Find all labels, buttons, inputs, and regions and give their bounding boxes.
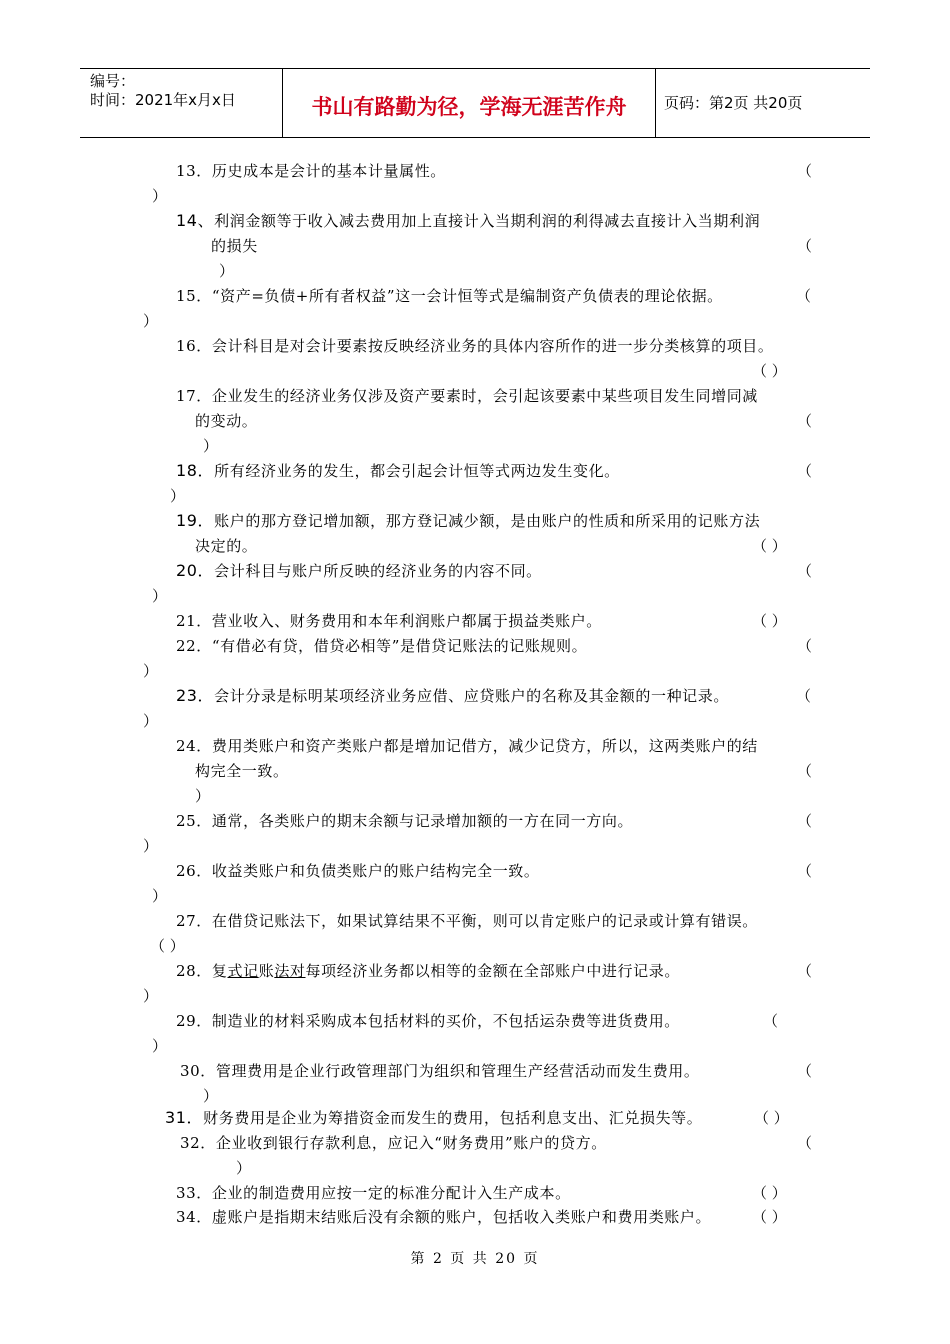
question-text: 账	[258, 962, 275, 980]
question-number: 23．	[176, 686, 215, 705]
question-29	[176, 1011, 680, 1031]
question-number: 15．	[176, 287, 212, 305]
question-19	[176, 511, 760, 531]
question-text: 营业收入、财务费用和本年利润账户都属于损益类账户。	[211, 612, 602, 630]
answer-open-paren: （	[797, 812, 813, 830]
answer-open-paren: （	[796, 287, 812, 305]
answer-close-paren: ）	[143, 987, 159, 1005]
question-number: 31．	[165, 1108, 204, 1127]
question-text: 制造业的材料采购成本包括材料的买价，不包括运杂费等进货费用。	[211, 1012, 680, 1030]
question-24	[176, 736, 758, 756]
question-number: 24．	[176, 737, 212, 755]
question-number: 13．	[176, 162, 212, 180]
answer-close-paren: ）	[143, 662, 159, 680]
page-footer: 第 2 页 共 20 页	[410, 1251, 540, 1267]
question-text: 每项经济业务都以相等的金额在全部账户中进行记录。	[305, 962, 680, 980]
question-text: “有借必有贷，借贷必相等”是借贷记账法的记账规则。	[211, 637, 588, 655]
question-number: 28．	[176, 962, 212, 980]
question-22	[176, 636, 587, 656]
question-34	[176, 1207, 711, 1227]
answer-close-paren: ）	[143, 837, 159, 855]
header-table	[80, 68, 870, 138]
question-number: 30．	[180, 1062, 216, 1080]
question-number: 29．	[176, 1012, 212, 1030]
answer-open-paren: （	[797, 1062, 813, 1080]
answer-close-paren: ）	[219, 262, 235, 280]
question-14-cont	[211, 236, 258, 256]
question-text: 财务费用是企业为筹措资金而发生的费用，包括利息支出、汇兑损失等。	[203, 1109, 703, 1127]
question-number: 25．	[176, 812, 212, 830]
answer-open-paren: （	[796, 687, 812, 705]
question-21	[176, 611, 602, 631]
question-text: 企业发生的经济业务仅涉及资产要素时，会引起该要素中某些项目发生同增同减	[211, 387, 758, 405]
question-13	[176, 161, 446, 181]
underlined-text: 式记	[227, 962, 259, 980]
answer-paren-pair: （ ）	[752, 1208, 787, 1226]
question-text: 的变动。	[195, 412, 258, 430]
question-number: 21．	[176, 612, 212, 630]
question-text: 虚账户是指期末结账后没有余额的账户，包括收入类账户和费用类账户。	[211, 1208, 712, 1226]
code-label: 编号：	[90, 72, 136, 90]
question-number: 19．	[176, 511, 215, 530]
answer-close-paren: ）	[203, 437, 219, 455]
question-text: 通常，各类账户的期末余额与记录增加额的一方在同一方向。	[211, 812, 634, 830]
question-text: 会计科目与账户所反映的经济业务的内容不同。	[214, 562, 542, 580]
answer-open-paren: （	[797, 962, 813, 980]
question-text: 的损失	[211, 237, 258, 255]
question-17-cont	[195, 411, 257, 431]
answer-close-paren: ）	[170, 487, 186, 505]
question-text: 收益类账户和负债类账户的账户结构完全一致。	[211, 862, 540, 880]
answer-open-paren: （	[797, 562, 813, 580]
answer-paren-pair: （ ）	[754, 1109, 789, 1127]
answer-open-paren: （	[797, 1134, 813, 1152]
question-15	[176, 286, 723, 306]
answer-close-paren: ）	[143, 312, 159, 330]
answer-close-paren: ）	[236, 1159, 252, 1177]
question-text: 企业的制造费用应按一定的标准分配计入生产成本。	[211, 1184, 571, 1202]
question-text: “资产=负债+所有者权益”这一会计恒等式是编制资产负债表的理论依据。	[211, 287, 723, 305]
answer-close-paren: ）	[203, 1087, 219, 1105]
question-number: 20．	[176, 561, 215, 580]
question-27	[176, 911, 758, 931]
answer-open-paren: （	[797, 237, 813, 255]
question-number: 14、	[176, 211, 215, 230]
time-label: 时间：2021年x月x日	[90, 91, 236, 109]
answer-close-paren: ）	[152, 887, 168, 905]
answer-open-paren: （	[763, 1012, 779, 1030]
question-30	[180, 1061, 700, 1081]
question-text: 决定的。	[195, 537, 258, 555]
question-text: 所有经济业务的发生，都会引起会计恒等式两边发生变化。	[214, 462, 620, 480]
answer-open-paren: （	[797, 862, 813, 880]
question-number: 26．	[176, 862, 212, 880]
question-text: 构完全一致。	[195, 762, 289, 780]
question-text: 企业收到银行存款利息，应记入“财务费用”账户的贷方。	[215, 1134, 607, 1152]
question-33	[176, 1183, 571, 1203]
question-text: 账户的那方登记增加额，那方登记减少额，是由账户的性质和所采用的记账方法	[214, 512, 761, 530]
answer-close-paren: ）	[152, 1037, 168, 1055]
question-text: 费用类账户和资产类账户都是增加记借方，减少记贷方，所以，这两类账户的结	[211, 737, 758, 755]
question-20	[176, 561, 542, 581]
question-number: 34．	[176, 1208, 212, 1226]
question-16	[176, 336, 774, 356]
question-14	[176, 211, 760, 231]
question-text: 复	[211, 962, 228, 980]
answer-open-paren: （	[797, 462, 813, 480]
question-31	[165, 1108, 702, 1128]
question-number: 16．	[176, 337, 212, 355]
page-info: 页码：第2页 共20页	[664, 94, 803, 112]
answer-paren-pair: （ ）	[752, 612, 787, 630]
question-number: 18．	[176, 461, 215, 480]
question-28	[176, 961, 680, 981]
answer-open-paren: （	[797, 162, 813, 180]
answer-close-paren: ）	[152, 587, 168, 605]
question-number: 27．	[176, 912, 212, 930]
question-18	[176, 461, 620, 481]
answer-close-paren: ）	[195, 787, 211, 805]
question-24-cont	[195, 761, 289, 781]
question-19-cont	[195, 536, 257, 556]
question-text: 在借贷记账法下，如果试算结果不平衡，则可以肯定账户的记录或计算有错误。	[211, 912, 758, 930]
question-text: 管理费用是企业行政管理部门为组织和管理生产经营活动而发生费用。	[215, 1062, 700, 1080]
header-page-cell	[656, 69, 870, 137]
answer-paren-pair: （ ）	[752, 362, 787, 380]
answer-open-paren: （	[797, 637, 813, 655]
answer-close-paren: ）	[143, 712, 159, 730]
question-text: 历史成本是会计的基本计量属性。	[211, 162, 446, 180]
question-number: 22．	[176, 637, 212, 655]
question-text: 利润金额等于收入减去费用加上直接计入当期利润的利得减去直接计入当期利润	[214, 212, 761, 230]
underlined-text: 法对	[274, 962, 306, 980]
answer-paren-pair: （ ）	[752, 1184, 787, 1202]
question-26	[176, 861, 540, 881]
question-number: 32．	[180, 1134, 216, 1152]
header-motto-cell	[283, 69, 656, 137]
question-number: 33．	[176, 1184, 212, 1202]
motto: 书山有路勤为径，学海无涯苦作舟	[311, 95, 627, 119]
question-number: 17．	[176, 387, 212, 405]
question-text: 会计科目是对会计要素按反映经济业务的具体内容所作的进一步分类核算的项目。	[211, 337, 774, 355]
question-23	[176, 686, 729, 706]
header-meta-cell	[80, 69, 283, 137]
answer-paren-pair: （ ）	[150, 937, 185, 955]
answer-close-paren: ）	[152, 187, 168, 205]
answer-open-paren: （	[797, 762, 813, 780]
question-32	[180, 1133, 607, 1153]
answer-open-paren: （	[797, 412, 813, 430]
question-25	[176, 811, 633, 831]
question-17	[176, 386, 758, 406]
answer-paren-pair: （ ）	[752, 537, 787, 555]
question-text: 会计分录是标明某项经济业务应借、应贷账户的名称及其金额的一种记录。	[214, 687, 729, 705]
